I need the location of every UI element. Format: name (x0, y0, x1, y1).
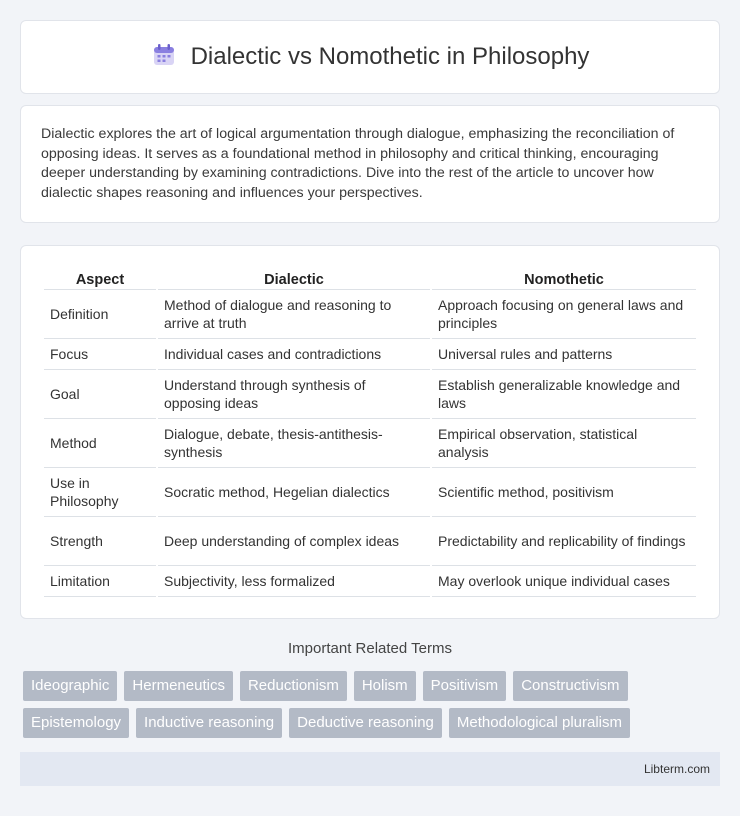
column-header-aspect: Aspect (44, 266, 156, 290)
table-row (44, 339, 696, 370)
cell-aspect: Goal (44, 370, 156, 419)
related-terms-tags (23, 671, 723, 738)
tag-ideographic[interactable]: Ideographic (23, 671, 117, 701)
column-header-dialectic: Dialectic (158, 266, 430, 290)
cell-dialectic: Subjectivity, less formalized (158, 566, 430, 597)
cell-dialectic: Method of dialogue and reasoning to arrive at truth (158, 290, 430, 339)
cell-aspect: Use in Philosophy (44, 468, 156, 517)
cell-aspect: Focus (44, 339, 156, 370)
intro-card (20, 105, 720, 223)
tag-hermeneutics[interactable]: Hermeneutics (124, 671, 233, 701)
tag-inductive-reasoning[interactable]: Inductive reasoning (136, 708, 282, 738)
header-card (20, 20, 720, 94)
cell-nomothetic: Universal rules and patterns (432, 339, 696, 370)
cell-nomothetic: Approach focusing on general laws and principles (432, 290, 696, 339)
intro-paragraph: Dialectic explores the art of logical argumentation through dialogue, emphasizing the reconciliation of opposing ideas. It serves as a foundational method in philosophy and critical thinking, encouraging deeper understanding by examining contradictions. Dive into the rest of the article to uncover how dialectic shapes reasoning and influences your perspectives. (41, 126, 675, 201)
cell-dialectic: Understand through synthesis of opposing ideas (158, 370, 430, 419)
footer-site-link[interactable]: Libterm.com (643, 762, 710, 776)
tag-methodological-pluralism[interactable]: Methodological pluralism (449, 708, 630, 738)
column-header-nomothetic: Nomothetic (432, 266, 696, 290)
cell-dialectic: Socratic method, Hegelian dialectics (158, 468, 430, 517)
tag-epistemology[interactable]: Epistemology (23, 708, 129, 738)
tag-holism[interactable]: Holism (354, 671, 416, 701)
table-row (44, 566, 696, 597)
tag-constructivism[interactable]: Constructivism (513, 671, 627, 701)
table-row (44, 290, 696, 339)
table-row (44, 517, 696, 566)
cell-dialectic: Dialogue, debate, thesis-antithesis-synthesis (158, 419, 430, 468)
cell-aspect: Definition (44, 290, 156, 339)
cell-nomothetic: Predictability and replicability of findings (432, 517, 696, 566)
table-row (44, 468, 696, 517)
comparison-table-card (20, 245, 720, 619)
cell-nomothetic: Establish generalizable knowledge and laws (432, 370, 696, 419)
tag-reductionism[interactable]: Reductionism (240, 671, 347, 701)
footer (20, 752, 720, 786)
table-row (44, 370, 696, 419)
related-terms-heading: Important Related Terms (288, 640, 452, 657)
cell-aspect: Method (44, 419, 156, 468)
cell-aspect: Strength (44, 517, 156, 566)
cell-dialectic: Deep understanding of complex ideas (158, 517, 430, 566)
calendar-icon (151, 42, 177, 73)
cell-aspect: Limitation (44, 566, 156, 597)
cell-nomothetic: May overlook unique individual cases (432, 566, 696, 597)
cell-dialectic: Individual cases and contradictions (158, 339, 430, 370)
tag-deductive-reasoning[interactable]: Deductive reasoning (289, 708, 442, 738)
table-row (44, 419, 696, 468)
cell-nomothetic: Scientific method, positivism (432, 468, 696, 517)
page-title: Dialectic vs Nomothetic in Philosophy (190, 43, 590, 70)
cell-nomothetic: Empirical observation, statistical analysis (432, 419, 696, 468)
comparison-table (42, 266, 698, 597)
tag-positivism[interactable]: Positivism (423, 671, 507, 701)
